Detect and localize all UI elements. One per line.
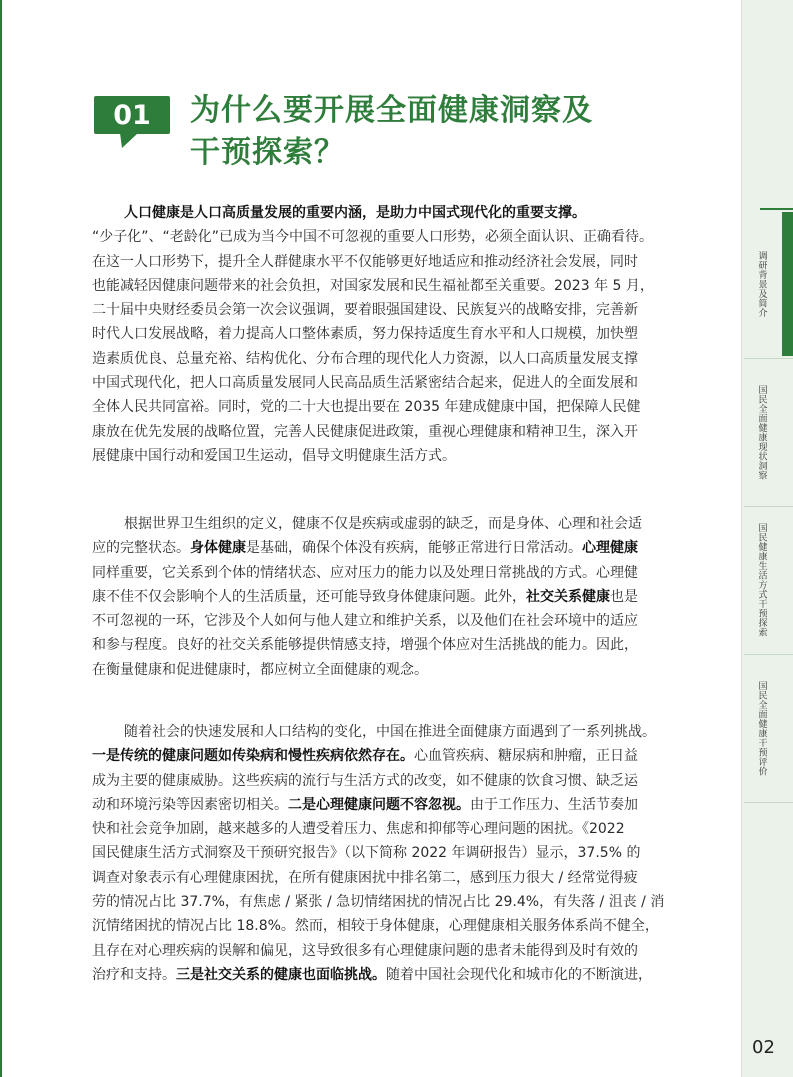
sidebar-tab-label: 国民健康生活方式干预探索	[756, 523, 767, 637]
text-line	[92, 536, 708, 560]
text-run: 心血管疾病、糖尿病和肿瘤，正日益	[414, 748, 638, 765]
section-title	[190, 90, 710, 174]
text-line: 时代人口发展战略，着力提高人口整体素质，努力保持适度生育水平和人口规模，加快塑	[92, 326, 638, 343]
lead-sentence: 人口健康是人口高质量发展的重要内涵，是助力中国式现代化的重要支撑。	[124, 205, 586, 221]
text-line: 调查对象表示有心理健康困扰，在所有健康困扰中排名第二，感到压力很大 / 经常觉得疲	[92, 869, 638, 886]
sidebar-divider	[744, 358, 793, 359]
text-line: 同样重要，它关系到个体的情绪状态、应对压力的能力以及处理日常挑战的方式。心理健	[92, 564, 638, 581]
sidebar-tab-label: 国民全面健康干预评价	[756, 680, 767, 776]
sidebar-tab-background[interactable]	[742, 212, 782, 356]
text-run: 治疗和支持。	[92, 966, 176, 983]
text-line: 在这一人口形势下，提升全人群健康水平不仅能够更好地适应和推动经济社会发展，同时	[92, 253, 638, 270]
page-number: 02	[752, 1037, 775, 1058]
sidebar-divider	[744, 802, 793, 803]
text-line: 国民健康生活方式洞察及干预研究报告》（以下简称 2022 年调研报告）显示，37.5% 的	[92, 845, 641, 862]
text-line: 造素质优良、总量充裕、结构优化、分布合理的现代化人力资源，以人口高质量发展支撑	[92, 350, 638, 367]
sidebar-divider	[744, 506, 793, 507]
bold-term: 心理健康	[582, 540, 638, 557]
title-line: 干预探索？	[190, 135, 345, 170]
text-line	[92, 744, 708, 768]
text-line	[92, 201, 708, 225]
text-run: 由于工作压力、生活节奏加	[470, 796, 638, 813]
text-line: 全体人民共同富裕。同时，党的二十大也提出要在 2035 年建成健康中国，把保障人民健	[92, 399, 641, 416]
text-run: 应的完整状态。	[92, 540, 190, 557]
text-line	[92, 963, 708, 987]
text-line: 随着社会的快速发展和人口结构的变化，中国在推进全面健康方面遇到了一系列挑战。	[124, 724, 656, 740]
bold-term: 一是传统的健康问题如传染病和慢性疾病依然存在。	[92, 748, 414, 765]
text-line	[92, 585, 708, 609]
sidebar-tab-label: 调研背景及简介	[756, 250, 767, 318]
text-line: 和参与程度。良好的社交关系能够提供情感支持，增强个体应对生活挑战的能力。因此，	[92, 637, 638, 654]
sidebar-tab-label: 国民全面健康现状洞察	[756, 384, 767, 480]
text-run: 随着中国社会现代化和城市化的不断演进，	[386, 966, 652, 983]
left-edge-rule	[0, 0, 2, 1077]
speech-tail-icon	[120, 133, 140, 149]
bold-term: 身体健康	[190, 540, 246, 557]
sidebar-active-bar	[782, 212, 793, 356]
paragraph-population-health	[92, 201, 708, 468]
text-line: 沉情绪困扰的情况占比 18.8%。然而，相较于身体健康，心理健康相关服务体系尚不健全，	[92, 918, 659, 935]
text-run: 动和环境污染等因素密切相关。	[92, 796, 288, 813]
text-line: 快和社会竞争加剧，越来越多的人遭受着压力、焦虑和抑郁等心理问题的困扰。《2022	[92, 821, 625, 838]
text-line: “少子化”、“老龄化”已成为当今中国不可忽视的重要人口形势，必须全面认识、正确看待。	[92, 229, 654, 246]
text-run: 康不佳不仅会影响个人的生活质量，还可能导致身体健康问题。此外，	[92, 588, 526, 605]
text-line: 且存在对心理疾病的误解和偏见，这导致很多有心理健康问题的患者未能得到及时有效的	[92, 942, 638, 959]
text-line: 不可忽视的一环，它涉及个人如何与他人建立和维护关系，以及他们在社会环境中的适应	[92, 613, 638, 630]
text-line: 劳的情况占比 37.7%，有焦虑 / 紧张 / 急切情绪困扰的情况占比 29.4%，有失落 / 沮丧 / 消	[92, 894, 665, 911]
text-run: 是基础，确保个体没有疾病，能够正常进行日常活动。	[246, 540, 582, 557]
text-line	[92, 793, 708, 817]
sidebar-divider	[744, 654, 793, 655]
text-line: 根据世界卫生组织的定义，健康不仅是疾病或虚弱的缺乏，而是身体、心理和社会适	[124, 516, 642, 532]
text-line: 也能减轻因健康问题带来的社会负担，对国家发展和民生福祉都至关重要。2023 年 5 月，	[92, 277, 654, 294]
text-line: 康放在优先发展的战略位置，完善人民健康促进政策，重视心理健康和精神卫生，深入开	[92, 423, 638, 440]
paragraph-health-definition	[92, 512, 708, 682]
text-line: 成为主要的健康威胁。这些疾病的流行与生活方式的改变，如不健康的饮食习惯、缺乏运	[92, 772, 638, 789]
bold-term: 社交关系健康	[526, 588, 610, 605]
text-line: 在衡量健康和促进健康时，都应树立全面健康的观念。	[92, 661, 428, 678]
text-line: 中国式现代化，把人口高质量发展同人民高品质生活紧密结合起来，促进人的全面发展和	[92, 375, 638, 392]
title-line: 为什么要开展全面健康洞察及	[190, 93, 593, 128]
section-number-badge: 01	[94, 96, 170, 134]
text-line: 二十届中央财经委员会第一次会议强调，要着眼强国建设、民族复兴的战略安排，完善新	[92, 302, 638, 319]
sidebar-tab-status[interactable]	[742, 362, 782, 502]
text-run: 也是	[610, 588, 638, 605]
paragraph-challenges	[92, 720, 708, 987]
sidebar-tab-intervention[interactable]	[742, 510, 782, 650]
bold-term: 三是社交关系的健康也面临挑战。	[176, 966, 386, 983]
bold-term: 二是心理健康问题不容忽视。	[288, 796, 470, 813]
sidebar-active-indicator	[760, 208, 793, 210]
text-line: 展健康中国行动和爱国卫生运动，倡导文明健康生活方式。	[92, 447, 456, 464]
sidebar-tab-evaluation[interactable]	[742, 658, 782, 798]
